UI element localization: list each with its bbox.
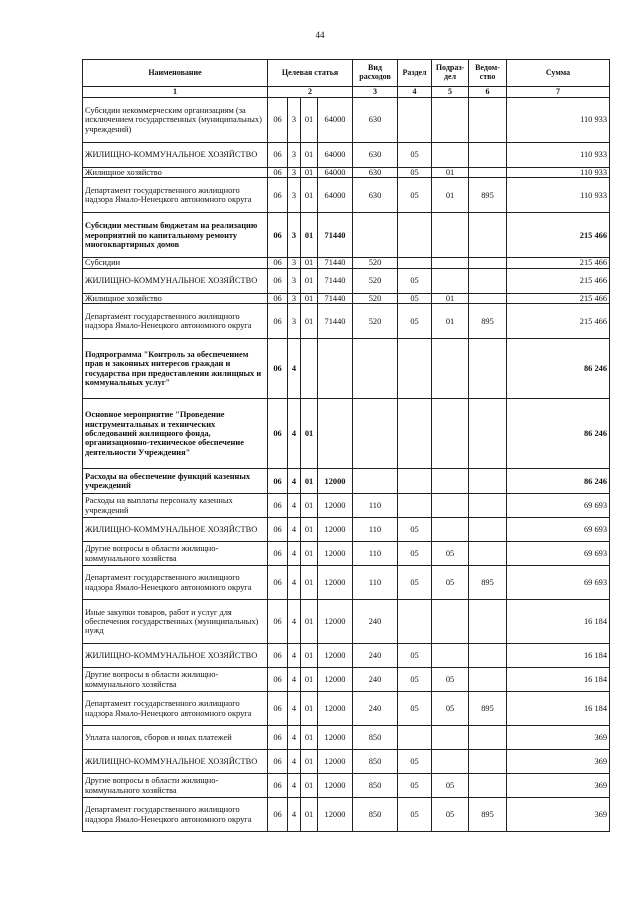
amount: 369 (507, 750, 610, 774)
table-row (83, 399, 610, 469)
expense-type: 630 (353, 168, 398, 178)
section (398, 600, 432, 644)
target-code-direction: 12000 (318, 494, 353, 518)
subsection: 05 (432, 668, 469, 692)
target-code-event: 01 (301, 774, 318, 798)
table-row (83, 644, 610, 668)
target-code-direction (318, 339, 353, 399)
section: 05 (398, 293, 432, 303)
section: 05 (398, 644, 432, 668)
table-header (83, 60, 610, 98)
header-expense-type: Вид расходов (353, 60, 398, 87)
department (469, 750, 507, 774)
row-name: ЖИЛИЩНО-КОММУНАЛЬНОЕ ХОЗЯЙСТВО (83, 143, 268, 168)
target-code-event: 01 (301, 168, 318, 178)
subsection (432, 600, 469, 644)
target-code-direction: 12000 (318, 566, 353, 600)
expense-type: 520 (353, 268, 398, 293)
target-code-program: 06 (268, 304, 288, 339)
department: 895 (469, 692, 507, 726)
target-code-direction: 71440 (318, 293, 353, 303)
target-code-event: 01 (301, 143, 318, 168)
target-code-direction: 12000 (318, 518, 353, 542)
expense-type: 630 (353, 143, 398, 168)
department (469, 644, 507, 668)
subsection (432, 750, 469, 774)
department (469, 168, 507, 178)
expense-type: 240 (353, 644, 398, 668)
target-code-program: 06 (268, 178, 288, 213)
expense-type: 520 (353, 304, 398, 339)
target-code-program: 06 (268, 566, 288, 600)
section: 05 (398, 566, 432, 600)
target-code-direction: 71440 (318, 304, 353, 339)
subsection: 05 (432, 692, 469, 726)
expense-type: 850 (353, 726, 398, 750)
row-name: Другие вопросы в области жилищно-коммунального хозяйства (83, 668, 268, 692)
expense-type: 110 (353, 518, 398, 542)
row-name: Основное мероприятие "Проведение инструментальных и технических обследований жилищного фонда, организационно-техническое обеспечение деятельности Учреждения" (83, 399, 268, 469)
budget-table (82, 59, 610, 832)
subsection: 01 (432, 293, 469, 303)
target-code-program: 06 (268, 668, 288, 692)
target-code-subprogram: 3 (288, 268, 301, 293)
target-code-program: 06 (268, 339, 288, 399)
department (469, 668, 507, 692)
amount: 86 246 (507, 469, 610, 494)
section: 05 (398, 692, 432, 726)
table-row (83, 518, 610, 542)
subsection: 01 (432, 304, 469, 339)
table-body (83, 98, 610, 832)
target-code-program: 06 (268, 98, 288, 143)
target-code-subprogram: 4 (288, 668, 301, 692)
department (469, 143, 507, 168)
target-code-direction: 71440 (318, 268, 353, 293)
target-code-direction: 12000 (318, 798, 353, 832)
section: 05 (398, 774, 432, 798)
col-num-6: 6 (469, 87, 507, 98)
amount: 69 693 (507, 518, 610, 542)
target-code-subprogram: 4 (288, 494, 301, 518)
target-code-subprogram: 4 (288, 469, 301, 494)
section (398, 399, 432, 469)
target-code-subprogram: 4 (288, 399, 301, 469)
header-name: Наименование (83, 60, 268, 87)
expense-type: 850 (353, 750, 398, 774)
target-code-program: 06 (268, 258, 288, 268)
amount: 215 466 (507, 213, 610, 258)
row-name: Департамент государственного жилищного надзора Ямало-Ненецкого автономного округа (83, 178, 268, 213)
department (469, 268, 507, 293)
table-row (83, 143, 610, 168)
expense-type: 240 (353, 600, 398, 644)
target-code-direction: 12000 (318, 469, 353, 494)
target-code-event: 01 (301, 600, 318, 644)
section (398, 494, 432, 518)
amount: 86 246 (507, 399, 610, 469)
table-row (83, 726, 610, 750)
table-row (83, 213, 610, 258)
target-code-subprogram: 3 (288, 293, 301, 303)
page-number: 44 (315, 30, 325, 40)
target-code-subprogram: 3 (288, 304, 301, 339)
target-code-direction: 12000 (318, 542, 353, 566)
target-code-subprogram: 3 (288, 258, 301, 268)
amount: 69 693 (507, 542, 610, 566)
section: 05 (398, 798, 432, 832)
header-department: Ведом-ство (469, 60, 507, 87)
department (469, 258, 507, 268)
table-row (83, 494, 610, 518)
target-code-event: 01 (301, 258, 318, 268)
section: 05 (398, 518, 432, 542)
target-code-event: 01 (301, 399, 318, 469)
target-code-event: 01 (301, 750, 318, 774)
target-code-event (301, 339, 318, 399)
department: 895 (469, 798, 507, 832)
target-code-direction: 64000 (318, 143, 353, 168)
target-code-event: 01 (301, 542, 318, 566)
table-row (83, 668, 610, 692)
subsection (432, 339, 469, 399)
subsection: 05 (432, 774, 469, 798)
target-code-subprogram: 3 (288, 98, 301, 143)
amount: 369 (507, 774, 610, 798)
amount: 215 466 (507, 258, 610, 268)
target-code-direction (318, 399, 353, 469)
expense-type: 240 (353, 668, 398, 692)
target-code-event: 01 (301, 518, 318, 542)
row-name: Жилищное хозяйство (83, 168, 268, 178)
department (469, 339, 507, 399)
target-code-subprogram: 4 (288, 600, 301, 644)
expense-type: 110 (353, 494, 398, 518)
table-row (83, 469, 610, 494)
target-code-subprogram: 4 (288, 518, 301, 542)
department (469, 542, 507, 566)
department (469, 98, 507, 143)
header-target-article: Целевая статья (268, 60, 353, 87)
section: 05 (398, 268, 432, 293)
department (469, 399, 507, 469)
department (469, 518, 507, 542)
row-name: Субсидии некоммерческим организациям (за исключением государственных (муниципальных) учреждений) (83, 98, 268, 143)
target-code-event: 01 (301, 213, 318, 258)
target-code-program: 06 (268, 750, 288, 774)
expense-type (353, 399, 398, 469)
target-code-program: 06 (268, 774, 288, 798)
section: 05 (398, 304, 432, 339)
amount: 369 (507, 798, 610, 832)
amount: 215 466 (507, 304, 610, 339)
target-code-subprogram: 3 (288, 168, 301, 178)
col-num-7: 7 (507, 87, 610, 98)
department (469, 469, 507, 494)
department (469, 726, 507, 750)
subsection (432, 268, 469, 293)
subsection: 05 (432, 798, 469, 832)
table-row (83, 178, 610, 213)
section (398, 469, 432, 494)
row-name: Департамент государственного жилищного надзора Ямало-Ненецкого автономного округа (83, 304, 268, 339)
department (469, 213, 507, 258)
amount: 69 693 (507, 494, 610, 518)
target-code-program: 06 (268, 600, 288, 644)
subsection (432, 258, 469, 268)
subsection (432, 726, 469, 750)
row-name: Подпрограмма "Контроль за обеспечением прав и законных интересов граждан и государства при предоставлении жилищных и коммунальных услуг" (83, 339, 268, 399)
row-name: Уплата налогов, сборов и иных платежей (83, 726, 268, 750)
department (469, 293, 507, 303)
target-code-program: 06 (268, 542, 288, 566)
subsection (432, 213, 469, 258)
header-row (83, 60, 610, 87)
target-code-subprogram: 4 (288, 774, 301, 798)
header-subsection: Подраз-дел (432, 60, 469, 87)
amount: 16 184 (507, 668, 610, 692)
amount: 110 933 (507, 178, 610, 213)
row-name: ЖИЛИЩНО-КОММУНАЛЬНОЕ ХОЗЯЙСТВО (83, 268, 268, 293)
target-code-program: 06 (268, 399, 288, 469)
target-code-subprogram: 4 (288, 339, 301, 399)
expense-type: 850 (353, 798, 398, 832)
target-code-program: 06 (268, 798, 288, 832)
target-code-subprogram: 4 (288, 692, 301, 726)
amount: 110 933 (507, 143, 610, 168)
subsection (432, 644, 469, 668)
target-code-subprogram: 4 (288, 726, 301, 750)
table-row (83, 600, 610, 644)
header-amount: Сумма (507, 60, 610, 87)
table-row (83, 304, 610, 339)
section: 05 (398, 668, 432, 692)
section: 05 (398, 750, 432, 774)
row-name: Расходы на обеспечение функций казенных учреждений (83, 469, 268, 494)
target-code-event: 01 (301, 668, 318, 692)
target-code-program: 06 (268, 213, 288, 258)
subsection (432, 399, 469, 469)
department (469, 774, 507, 798)
table-row (83, 98, 610, 143)
target-code-program: 06 (268, 168, 288, 178)
subsection (432, 98, 469, 143)
row-name: Иные закупки товаров, работ и услуг для обеспечения государственных (муниципальных) нужд (83, 600, 268, 644)
table-row (83, 268, 610, 293)
section (398, 258, 432, 268)
subsection (432, 494, 469, 518)
target-code-subprogram: 3 (288, 178, 301, 213)
target-code-subprogram: 3 (288, 143, 301, 168)
expense-type (353, 213, 398, 258)
department: 895 (469, 304, 507, 339)
expense-type: 630 (353, 178, 398, 213)
target-code-program: 06 (268, 494, 288, 518)
department (469, 600, 507, 644)
subsection (432, 143, 469, 168)
table-row (83, 293, 610, 303)
col-num-4: 4 (398, 87, 432, 98)
row-name: ЖИЛИЩНО-КОММУНАЛЬНОЕ ХОЗЯЙСТВО (83, 750, 268, 774)
target-code-event: 01 (301, 268, 318, 293)
row-name: Субсидии (83, 258, 268, 268)
amount: 110 933 (507, 98, 610, 143)
expense-type (353, 339, 398, 399)
department: 895 (469, 566, 507, 600)
subsection: 05 (432, 566, 469, 600)
row-name: Другие вопросы в области жилищно-коммунального хозяйства (83, 774, 268, 798)
row-name: ЖИЛИЩНО-КОММУНАЛЬНОЕ ХОЗЯЙСТВО (83, 518, 268, 542)
header-section: Раздел (398, 60, 432, 87)
subsection (432, 518, 469, 542)
amount: 16 184 (507, 692, 610, 726)
table-row (83, 750, 610, 774)
section (398, 213, 432, 258)
target-code-program: 06 (268, 143, 288, 168)
expense-type (353, 469, 398, 494)
target-code-subprogram: 3 (288, 213, 301, 258)
amount: 16 184 (507, 600, 610, 644)
target-code-subprogram: 4 (288, 798, 301, 832)
target-code-program: 06 (268, 518, 288, 542)
row-name: Другие вопросы в области жилищно-коммунального хозяйства (83, 542, 268, 566)
table-row (83, 566, 610, 600)
column-number-row (83, 87, 610, 98)
target-code-event: 01 (301, 304, 318, 339)
expense-type: 240 (353, 692, 398, 726)
subsection: 01 (432, 178, 469, 213)
target-code-direction: 64000 (318, 178, 353, 213)
target-code-direction: 71440 (318, 258, 353, 268)
target-code-event: 01 (301, 469, 318, 494)
target-code-direction: 12000 (318, 644, 353, 668)
target-code-event: 01 (301, 566, 318, 600)
expense-type: 520 (353, 258, 398, 268)
section: 05 (398, 542, 432, 566)
row-name: Жилищное хозяйство (83, 293, 268, 303)
target-code-direction: 71440 (318, 213, 353, 258)
target-code-event: 01 (301, 98, 318, 143)
col-num-5: 5 (432, 87, 469, 98)
target-code-direction: 12000 (318, 668, 353, 692)
target-code-direction: 12000 (318, 600, 353, 644)
col-num-2: 2 (268, 87, 353, 98)
col-num-1: 1 (83, 87, 268, 98)
row-name: Субсидии местным бюджетам на реализацию мероприятий по капитальному ремонту многоквартирных домов (83, 213, 268, 258)
target-code-event: 01 (301, 178, 318, 213)
expense-type: 110 (353, 566, 398, 600)
target-code-program: 06 (268, 293, 288, 303)
target-code-direction: 12000 (318, 726, 353, 750)
subsection (432, 469, 469, 494)
expense-type: 110 (353, 542, 398, 566)
amount: 86 246 (507, 339, 610, 399)
target-code-program: 06 (268, 469, 288, 494)
amount: 110 933 (507, 168, 610, 178)
section (398, 339, 432, 399)
expense-type: 520 (353, 293, 398, 303)
target-code-event: 01 (301, 726, 318, 750)
target-code-event: 01 (301, 293, 318, 303)
target-code-subprogram: 4 (288, 750, 301, 774)
subsection: 05 (432, 542, 469, 566)
department: 895 (469, 178, 507, 213)
target-code-subprogram: 4 (288, 566, 301, 600)
row-name: Департамент государственного жилищного надзора Ямало-Ненецкого автономного округа (83, 798, 268, 832)
col-num-3: 3 (353, 87, 398, 98)
section: 05 (398, 168, 432, 178)
table-row (83, 258, 610, 268)
section: 05 (398, 178, 432, 213)
table-row (83, 798, 610, 832)
row-name: Департамент государственного жилищного надзора Ямало-Ненецкого автономного округа (83, 566, 268, 600)
target-code-event: 01 (301, 644, 318, 668)
department (469, 494, 507, 518)
target-code-direction: 12000 (318, 750, 353, 774)
table-row (83, 774, 610, 798)
target-code-program: 06 (268, 644, 288, 668)
table-row (83, 542, 610, 566)
amount: 215 466 (507, 293, 610, 303)
row-name: ЖИЛИЩНО-КОММУНАЛЬНОЕ ХОЗЯЙСТВО (83, 644, 268, 668)
target-code-program: 06 (268, 692, 288, 726)
row-name: Расходы на выплаты персоналу казенных учреждений (83, 494, 268, 518)
target-code-subprogram: 4 (288, 542, 301, 566)
target-code-direction: 64000 (318, 168, 353, 178)
target-code-program: 06 (268, 726, 288, 750)
target-code-direction: 12000 (318, 774, 353, 798)
amount: 215 466 (507, 268, 610, 293)
target-code-subprogram: 4 (288, 644, 301, 668)
section: 05 (398, 143, 432, 168)
table-row (83, 692, 610, 726)
expense-type: 630 (353, 98, 398, 143)
table-row (83, 168, 610, 178)
target-code-program: 06 (268, 268, 288, 293)
section (398, 726, 432, 750)
target-code-event: 01 (301, 494, 318, 518)
target-code-event: 01 (301, 692, 318, 726)
target-code-event: 01 (301, 798, 318, 832)
section (398, 98, 432, 143)
row-name: Департамент государственного жилищного надзора Ямало-Ненецкого автономного округа (83, 692, 268, 726)
amount: 69 693 (507, 566, 610, 600)
expense-type: 850 (353, 774, 398, 798)
amount: 369 (507, 726, 610, 750)
amount: 16 184 (507, 644, 610, 668)
target-code-direction: 64000 (318, 98, 353, 143)
subsection: 01 (432, 168, 469, 178)
target-code-direction: 12000 (318, 692, 353, 726)
table-row (83, 339, 610, 399)
